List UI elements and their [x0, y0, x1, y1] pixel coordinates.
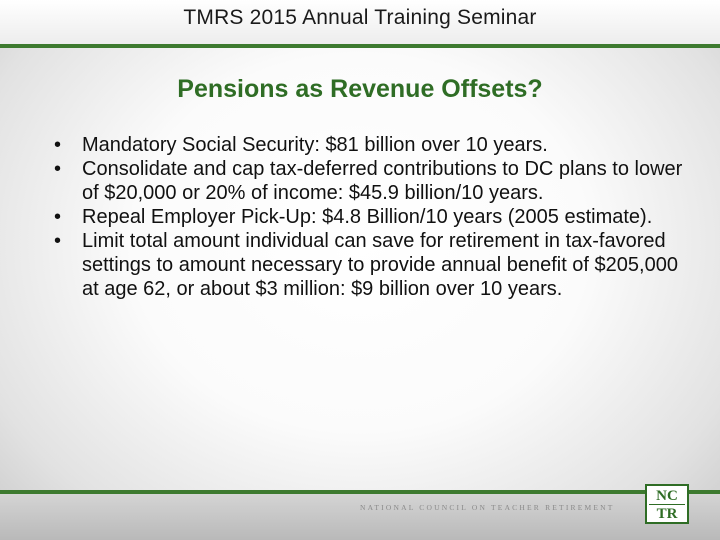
logo-divider [649, 504, 685, 505]
seminar-title: TMRS 2015 Annual Training Seminar [183, 6, 537, 29]
bullet-icon: • [54, 206, 62, 228]
logo-text-top: NC [656, 488, 678, 504]
bullet-item [54, 205, 684, 229]
header-band [0, 0, 720, 44]
bullet-text: Repeal Employer Pick-Up: $4.8 Billion/10 years (2005 estimate). [82, 206, 653, 228]
bullet-icon: • [54, 134, 62, 156]
bullet-item [54, 133, 684, 157]
slide-title: Pensions as Revenue Offsets? [177, 75, 543, 103]
bullet-text: Consolidate and cap tax-deferred contributions to DC plans to lower of $20,000 or 20% of income: $45.9 billion/10 years. [82, 158, 683, 204]
header-divider [0, 44, 720, 48]
bullet-item [54, 229, 684, 301]
bullet-list [54, 133, 684, 301]
bullet-icon: • [54, 230, 62, 252]
bullet-icon: • [54, 158, 62, 180]
nctr-logo [645, 484, 689, 524]
bullet-item [54, 157, 684, 205]
bullet-text: Mandatory Social Security: $81 billion over 10 years. [82, 134, 548, 156]
organization-name: NATIONAL COUNCIL ON TEACHER RETIREMENT [360, 503, 615, 512]
logo-text-bottom: TR [656, 506, 678, 522]
bullet-text: Limit total amount individual can save for retirement in tax-favored settings to amount necessary to provide annual benefit of $205,000 at age 62, or about $3 million: $9 billion over 10 years. [82, 230, 678, 300]
footer-band [0, 494, 720, 540]
